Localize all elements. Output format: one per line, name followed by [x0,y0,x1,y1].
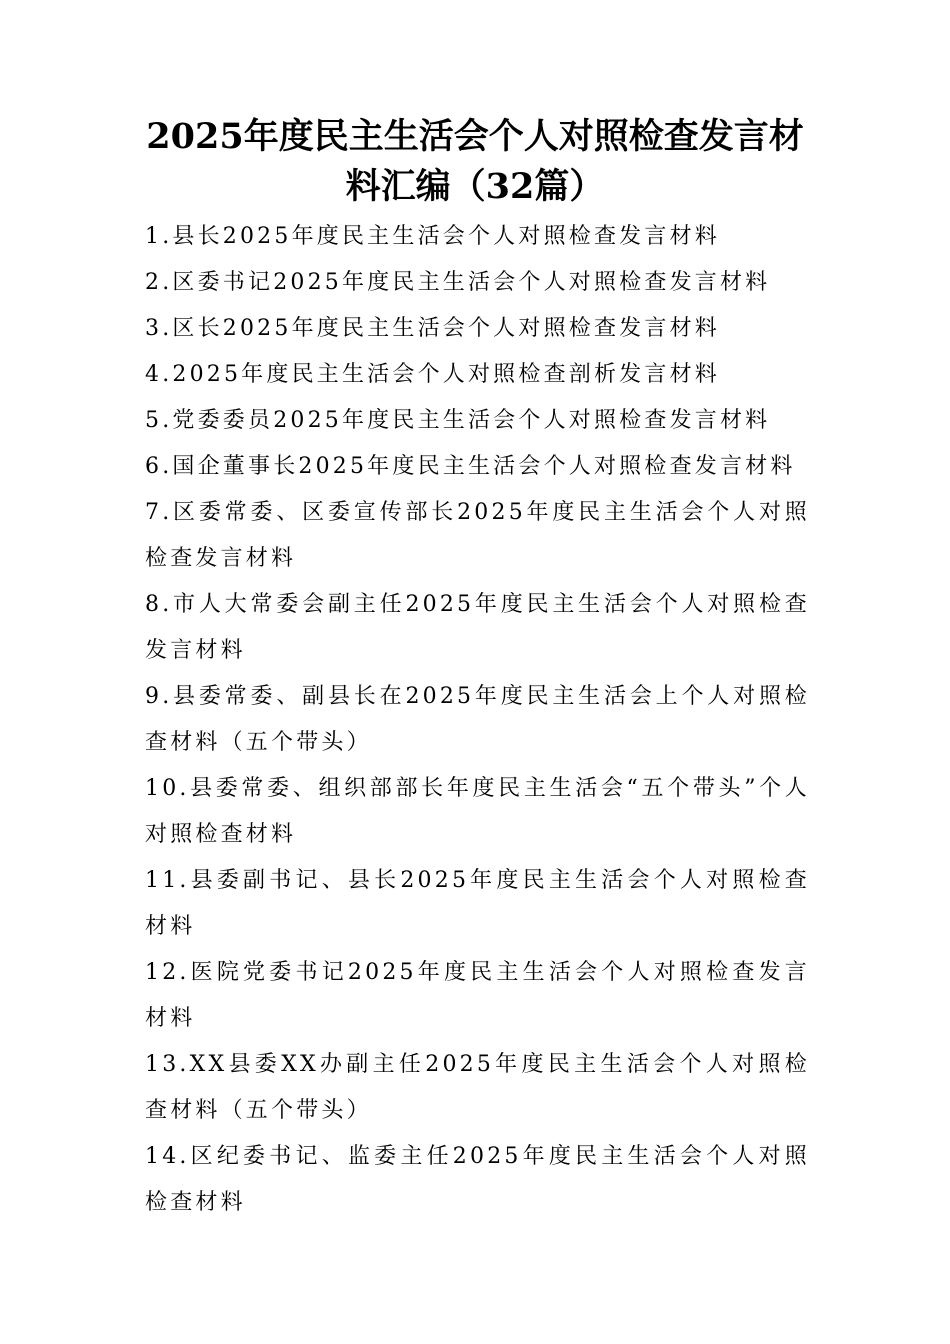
list-item: 8.市人大常委会副主任2025年度民主生活会个人对照检查发言材料 [145,592,810,663]
list-item: 5.党委委员2025年度民主生活会个人对照检查发言材料 [145,408,771,433]
list-item: 2.区委书记2025年度民主生活会个人对照检查发言材料 [145,270,771,295]
list-item: 13.XX县委XX办副主任2025年度民主生活会个人对照检查材料（五个带头） [145,1052,810,1123]
list-item: 14.区纪委书记、监委主任2025年度民主生活会个人对照检查材料 [145,1144,810,1215]
list-item: 6.国企董事长2025年度民主生活会个人对照检查发言材料 [145,454,796,479]
list-item: 4.2025年度民主生活会个人对照检查剖析发言材料 [145,362,720,387]
list-item: 12.医院党委书记2025年度民主生活会个人对照检查发言材料 [145,960,810,1031]
list-item: 11.县委副书记、县长2025年度民主生活会个人对照检查材料 [145,868,810,939]
list-item: 3.区长2025年度民主生活会个人对照检查发言材料 [145,316,720,341]
title-line-1: 2025年度民主生活会个人对照检查发言材 [146,116,804,157]
document-title [140,112,810,212]
list-item: 7.区委常委、区委宣传部长2025年度民主生活会个人对照检查发言材料 [145,500,810,571]
title-line-2: 料汇编（32篇） [345,166,605,207]
list-item: 9.县委常委、副县长在2025年度民主生活会上个人对照检查材料（五个带头） [145,684,810,755]
list-item: 10.县委常委、组织部部长年度民主生活会“五个带头”个人对照检查材料 [145,776,810,847]
list-item: 1.县长2025年度民主生活会个人对照检查发言材料 [145,224,720,249]
table-of-contents [145,214,810,1226]
